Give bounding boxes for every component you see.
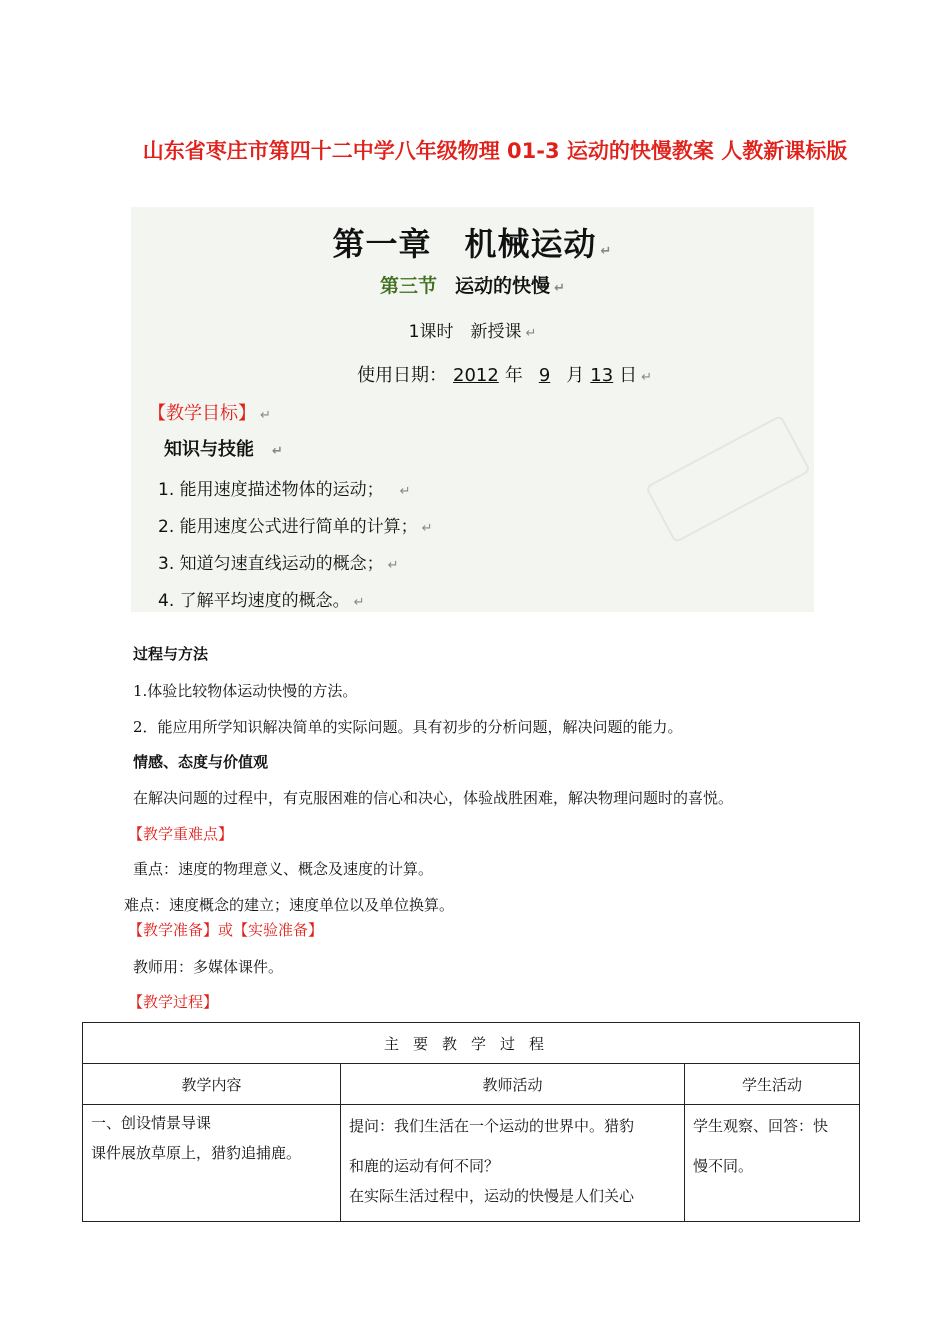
knowledge-header: 知识与技能 ↵ [164,439,283,460]
prep-header: 【教学准备】或【实验准备】 [128,921,324,939]
process-method-line: 1.体验比较物体运动快慢的方法。 [133,682,358,700]
objective-item: 2. 能用速度公式进行简单的计算； ↵ [158,517,433,537]
chapter-title: 第一章 机械运动 ↵ [332,225,613,263]
teacher-line: 在实际生活过程中，运动的快慢是人们关心 [349,1187,635,1205]
document-title: 山东省枣庄市第四十二中学八年级物理 01-3 运动的快慢教案 人教新课标版 [142,139,848,163]
key-points-header: 【教学重难点】 [128,825,234,843]
emotion-header: 情感、态度与价值观 [133,753,269,771]
objective-item: 3. 知道匀速直线运动的概念； ↵ [158,554,399,574]
teacher-cell [341,1105,685,1222]
content-title: 一、创设情景导课 [91,1114,212,1132]
process-header: 【教学过程】 [128,993,219,1011]
student-line: 慢不同。 [693,1157,754,1175]
content-cell [83,1105,341,1222]
process-method-header: 过程与方法 [133,645,209,663]
difficult-point-line: 难点：速度概念的建立；速度单位以及单位换算。 [124,896,455,914]
teacher-line: 提问：我们生活在一个运动的世界中。猎豹 [349,1117,635,1135]
key-point-line: 重点：速度的物理意义、概念及速度的计算。 [133,860,434,878]
column-header: 教师活动 [341,1064,685,1105]
emotion-line: 在解决问题的过程中，有克服困难的信心和决心，体验战胜困难，解决物理问题时的喜悦。 [133,789,734,807]
lesson-header-image [131,207,814,612]
section-title: 第三节 运动的快慢 ↵ [380,275,565,297]
student-line: 学生观察、回答：快 [693,1117,829,1135]
column-header: 教学内容 [83,1064,341,1105]
column-header: 学生活动 [685,1064,860,1105]
table-row [83,1105,860,1222]
usage-date: 使用日期： 2012 年 9 月 13 日 ↵ [357,365,653,386]
objective-item: 4. 了解平均速度的概念。 ↵ [158,591,365,611]
objective-item: 1. 能用速度描述物体的运动； ↵ [158,480,411,500]
process-method-line: 2．能应用所学知识解决简单的实际问题。具有初步的分析问题，解决问题的能力。 [133,718,683,736]
student-cell [685,1105,860,1222]
prep-line: 教师用：多媒体课件。 [133,958,284,976]
objectives-header: 【教学目标】 ↵ [148,403,271,424]
teacher-line: 和鹿的运动有何不同？ [349,1157,500,1175]
content-text: 课件展放草原上，猎豹追捕鹿。 [91,1144,302,1162]
lesson-type: 1课时 新授课 ↵ [408,322,537,342]
watermark-logo [645,415,811,544]
table-caption: 主要教学过程 [83,1023,860,1064]
teaching-process-table [82,1022,860,1222]
